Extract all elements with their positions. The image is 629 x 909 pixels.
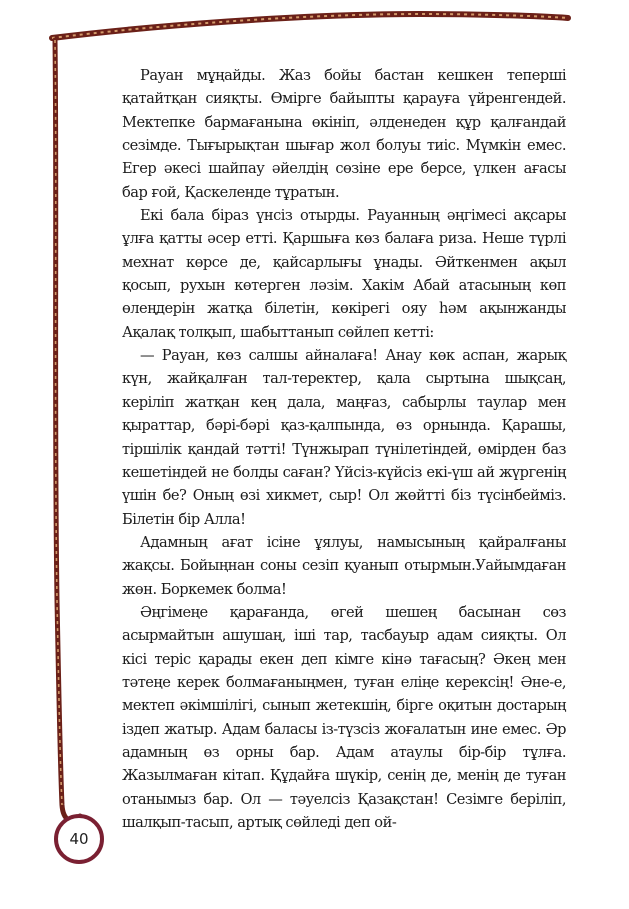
paragraph: Әңгiмеңе қарағанда, өгей шешең басынан сөз асырмайтын ашушаң, iшi тар, тасбауыр адам сияқты. Ол кiсi терiс қарады екен деп кiмге кiнә тағасың? Әкең мен тәтеңе керек болмағаныңмен, туған елiңе керексiң! Әне-е, мектеп әкiмшiлiгi, сынып жетекшiң, бiрге оқитын достарың iздеп жатыр. Адам баласы iз-түзсiз жоғалатын ине емес. Әр адамның өз орны бар. Адам атаулы бiр-бiр тұлға. Жазылмаған кiтап. Құдайға шүкiр, сенiң де, менiң де туған отанымыз бар. Ол — тәуелсiз Қазақстан! Сезiмге берiлiп, шалқып-тасып, артық сөйледi деп ой-	[122, 603, 566, 831]
paragraph: Адамның ағат iсiне ұялуы, намысының қайралғаны жақсы. Бойыңнан соны сезiп қуанып отырмын.Уайымдаған жөн. Боркемек болма!	[122, 533, 566, 598]
page-number: 40	[54, 814, 104, 864]
body-text	[122, 64, 566, 834]
paragraph: — Рауан, көз салшы айналаға! Анау көк аспан, жарық күн, жайқалған тал-теректер, қала сыртына шықсаң, керiлiп жатқан кең дала, маңғаз, сабырлы таулар мен қыраттар, бәрi-бәрi қаз-қалпында, өз орнында. Қарашы, тiршiлiк қандай тәттi! Түнжырап түнiлетiндей, өмiрден баз кешетiндей не болды саған? Үйсiз-күйсiз екi-үш ай жүргенiң үшiн бе? Оның өзi хикмет, сыр! Ол жөйттi бiз түсiнбеймiз. Бiлетiн бiр Алла!	[122, 347, 566, 528]
top-rope	[52, 14, 568, 38]
paragraph: Рауан мұңайды. Жаз бойы бастан кешкен тепершi қатайтқан сияқты. Өмiрге байыпты қарауға үйренгендей. Мектепке бармағанына өкiнiп, әлденеден құр қалғандай сезiмде. Тығырықтан шығар жол болуы тиiс. Мүмкiн емес. Егер әкесi шайпау әйелдiң сөзiне ере берсе, үлкен ағасы бар ғой, Қаскеленде тұратын.	[122, 67, 566, 201]
left-rope	[55, 40, 80, 821]
paragraph: Екi бала бiраз үнсiз отырды. Рауанның әңгiмесi ақсары ұлға қатты әсер еттi. Қаршыға көз балаға риза. Неше түрлi мехнат көрсе де, қайсарлығы ұнады. Әйткенмен ақыл қосып, рухын көтерген ләзiм. Хакiм Абай атасының көп өлеңдерiн жатқа бiлетiн, көкiрегi ояу һәм ақынжанды Ақалақ толқып, шабыттанып сөйлеп кеттi:	[122, 207, 566, 341]
